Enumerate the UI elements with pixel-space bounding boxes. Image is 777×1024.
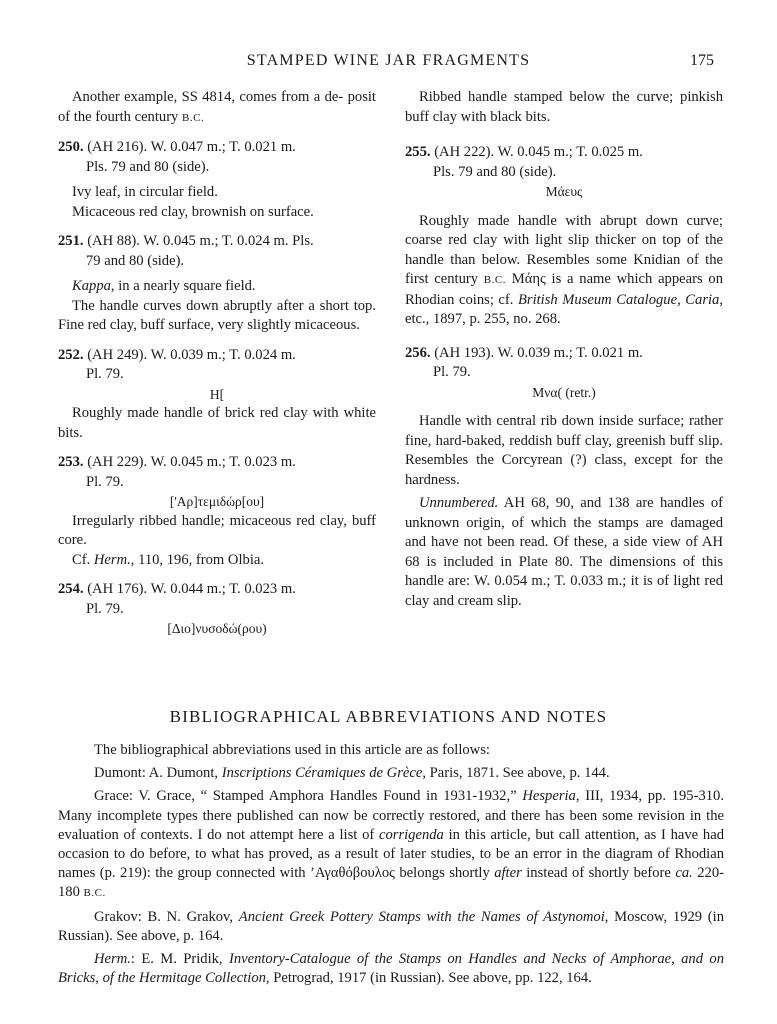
entry-description: Micaceous red clay, brownish on surface. [72, 203, 314, 220]
entry-number: 256. [405, 344, 431, 361]
entry-description: The handle curves down abruptly after a short top. Fine red clay, buff surface, very slightly micaceous. [58, 297, 376, 333]
catalog-entry-head: 250. (AH 216). W. 0.047 m.; T. 0.021 m. Pls. 79 and 80 (side). [58, 139, 296, 175]
entry-description: Irregularly ribbed handle; micaceous red clay, buff core. [58, 512, 376, 548]
catalog-entry-head: 254. (AH 176). W. 0.044 m.; T. 0.023 m. Pl. 79. [58, 581, 296, 617]
bibliography-entry: Grakov: B. N. Grakov, Ancient Greek Pottery Stamps with the Names of Astynomoi, Moscow, 1929 (in Russian). See above, p. 164. [58, 908, 724, 944]
left-column [58, 88, 376, 639]
stamp-inscription: Μάευς [545, 184, 583, 199]
page-number: 175 [690, 52, 714, 69]
section-heading: BIBLIOGRAPHICAL ABBREVIATIONS AND NOTES [169, 707, 608, 726]
catalog-entry-head: 253. (AH 229). W. 0.045 m.; T. 0.023 m. Pl. 79. [58, 454, 296, 490]
stamp-inscription: Μνα( (retr.) [532, 384, 596, 400]
entry-number: 254. [58, 581, 84, 597]
intro-paragraph: Another example, SS 4814, comes from a de- posit of the fourth century B.C. [58, 89, 376, 125]
right-column [405, 88, 723, 611]
entry-description: Roughly made handle with abrupt down curve; coarse red clay with light slip thicker on top of the handle than below. Resembles some Knidian of the first century B.C. Μάης is a name which appears on Rhodian coins; cf. British Museum Catalogue, Caria, etc., 1897, p. 255, no. 268. [405, 212, 724, 327]
bibliography-entry: Herm.: E. M. Pridik, Inventory-Catalogue of the Stamps on Handles and Necks of Amphorae, and on Bricks, of the Hermitage Collection, Petrograd, 1917 (in Russian). See above, pp. 122, 164. [58, 951, 724, 987]
entry-description: Handle with central rib down inside surface; rather fine, hard-baked, reddish buff clay, greenish buff slip. Resembles the Corcyrean (?) class, except for the hardness. [405, 413, 723, 488]
stamp-inscription: [Διο]νυσοδώ(ρου) [167, 621, 267, 636]
entry-number: 255. [405, 144, 431, 160]
stamp-inscription: H[ [209, 386, 225, 402]
entry-description: Ribbed handle stamped below the curve; pinkish buff clay with black bits. [405, 89, 723, 125]
entry-number: 250. [58, 139, 84, 155]
entry-description: Roughly made handle of brick red clay with white bits. [58, 405, 376, 441]
entry-number: 252. [58, 346, 84, 363]
bibliography [58, 741, 724, 992]
entry-number: 251. [58, 233, 84, 249]
bibliography-entry: Dumont: A. Dumont, Inscriptions Céramiques de Grèce, Paris, 1871. See above, p. 144. [94, 765, 610, 782]
catalog-entry-head: 252. (AH 249). W. 0.039 m.; T. 0.024 m. Pl. 79. [58, 346, 296, 382]
bibliography-intro: The bibliographical abbreviations used in this article are as follows: [94, 742, 490, 758]
entry-description: Kappa, in a nearly square field. [72, 278, 256, 294]
catalog-entry-head: 251. (AH 88). W. 0.045 m.; T. 0.024 m. Pls. 79 and 80 (side). [58, 233, 314, 269]
running-head: STAMPED WINE JAR FRAGMENTS [246, 52, 531, 69]
entry-reference: Cf. Herm., 110, 196, from Olbia. [72, 551, 264, 568]
catalog-entry-head: 255. (AH 222). W. 0.045 m.; T. 0.025 m. Pls. 79 and 80 (side). [405, 144, 643, 180]
entry-number: 253. [58, 454, 84, 470]
stamp-inscription: ['Αρ]τεμιδώρ[ου] [169, 494, 265, 509]
unnumbered-note: Unnumbered. AH 68, 90, and 138 are handles of unknown origin, of which the stamps are damaged and have not been read. Of these, a side view of AH 68 is included in Plate 80. The dimensions of this handle are: W. 0.054 m.; T. 0.033 m.; it is of light red clay and cream slip. [405, 495, 723, 609]
catalog-entry-head: 256. (AH 193). W. 0.039 m.; T. 0.021 m. Pl. 79. [405, 344, 643, 380]
bibliography-entry: Grace: V. Grace, “ Stamped Amphora Handles Found in 1931-1932,” Hesperia, III, 1934, pp. 195-310. Many incomplete types there published can now be correctly restored, and there has been some revision in the evaluation of contexts. I do not attempt here a list of corrigenda in this article, but call attention, as I have had occasion to do before, to what has proved, as a result of later studies, to be an error in the diagram of Rhodian names (p. 219): the group connected with ’Αγαθόβουλος belongs shortly after instead of shortly before ca. 220-180 B.C. [58, 788, 724, 901]
entry-description: Ivy leaf, in circular field. [72, 184, 218, 200]
